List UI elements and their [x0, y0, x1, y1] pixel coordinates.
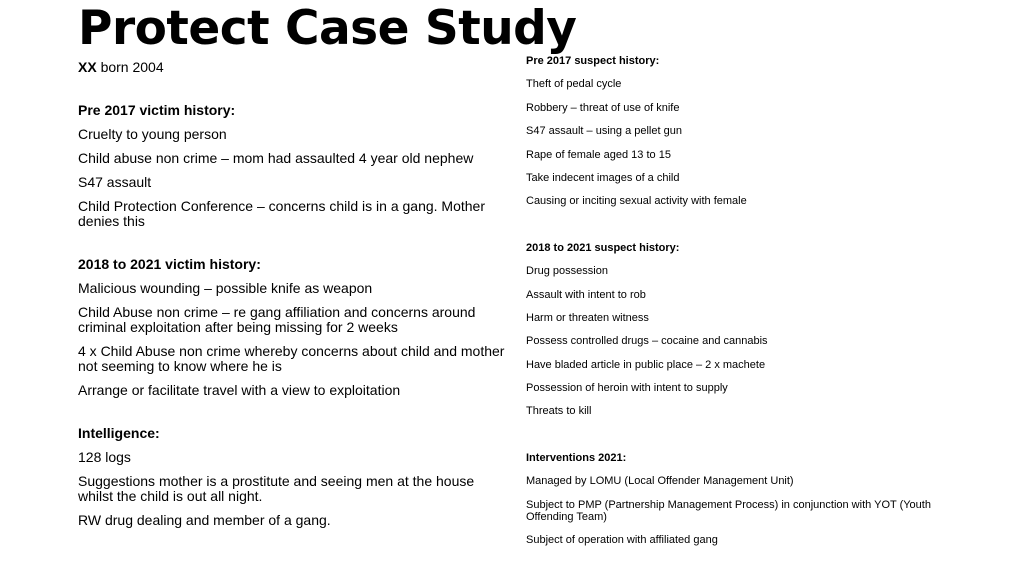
list-item: Managed by LOMU (Local Offender Management Unit) — [526, 475, 794, 488]
right-column — [526, 55, 946, 557]
list-item: 128 logs — [78, 449, 131, 465]
list-item: Child Abuse non crime – re gang affiliation and concerns around criminal exploitation after being missing for 2 weeks — [78, 304, 476, 335]
list-item: Assault with intent to rob — [526, 288, 646, 301]
suspect-history-pre-2017-heading: Pre 2017 suspect history: — [526, 55, 660, 67]
list-item: Suggestions mother is a prostitute and seeing men at the house whilst the child is out all night. — [78, 473, 475, 504]
list-item: Malicious wounding – possible knife as weapon — [78, 280, 373, 296]
list-item: Rape of female aged 13 to 15 — [526, 148, 671, 161]
intelligence-heading: Intelligence: — [78, 425, 160, 441]
victim-history-pre-2017-heading: Pre 2017 victim history: — [78, 102, 236, 118]
suspect-history-2018-2021-heading: 2018 to 2021 suspect history: — [526, 241, 680, 254]
list-item: Take indecent images of a child — [526, 171, 680, 184]
list-item: Cruelty to young person — [78, 126, 227, 142]
list-item: S47 assault — [78, 174, 152, 190]
subject-intro — [78, 60, 508, 75]
subject-birth: born 2004 — [96, 59, 164, 75]
list-item: Subject of operation with affiliated gang — [526, 534, 718, 547]
list-item: Theft of pedal cycle — [526, 78, 622, 91]
slide-title: Protect Case Study — [78, 1, 577, 56]
list-item: Child Protection Conference – concerns child is in a gang. Mother denies this — [78, 198, 485, 229]
victim-history-2018-2021-heading: 2018 to 2021 victim history: — [78, 256, 261, 272]
list-item: S47 assault – using a pellet gun — [526, 125, 682, 138]
list-item: Possession of heroin with intent to supply — [526, 382, 728, 395]
list-item: 4 x Child Abuse non crime whereby concerns about child and mother not seeming to know where he is — [78, 343, 505, 374]
list-item: Possess controlled drugs – cocaine and cannabis — [526, 335, 768, 348]
list-item: RW drug dealing and member of a gang. — [78, 512, 331, 528]
list-item: Causing or inciting sexual activity with female — [526, 195, 747, 208]
list-item: Threats to kill — [526, 405, 592, 418]
list-item: Robbery – threat of use of knife — [526, 101, 680, 114]
list-item: Child abuse non crime – mom had assaulted 4 year old nephew — [78, 150, 474, 166]
subject-id: XX — [78, 59, 97, 75]
list-item: Arrange or facilitate travel with a view to exploitation — [78, 382, 401, 398]
list-item: Drug possession — [526, 265, 608, 278]
list-item: Subject to PMP (Partnership Management Process) in conjunction with YOT (Youth Offending Team) — [526, 498, 931, 523]
left-column — [78, 60, 508, 537]
list-item: Harm or threaten witness — [526, 311, 649, 324]
interventions-heading: Interventions 2021: — [526, 451, 627, 464]
list-item: Have bladed article in public place – 2 x machete — [526, 358, 766, 371]
